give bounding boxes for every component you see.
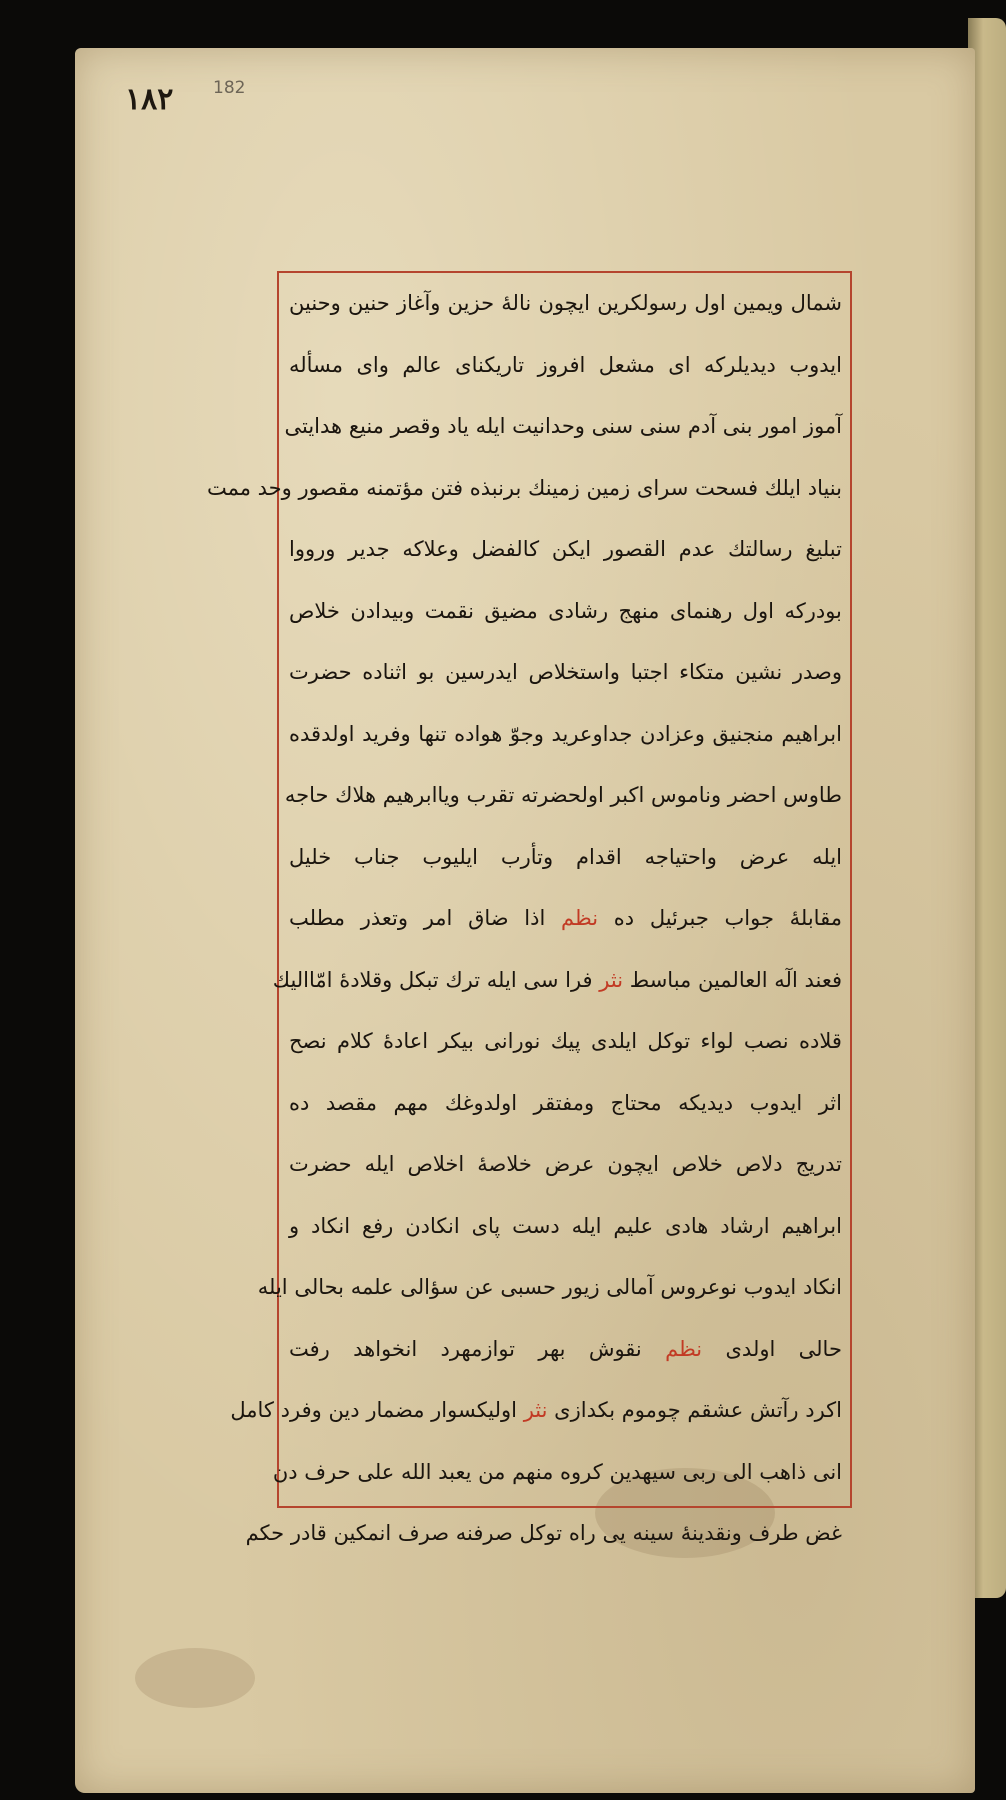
text-line [272, 1442, 842, 1504]
text-word: انمكين [333, 1521, 392, 1545]
text-word: ايله [475, 414, 506, 438]
text-word: منهم [512, 1459, 554, 1484]
rubric-word: نثر [599, 967, 624, 992]
text-line [289, 581, 842, 643]
text-word: ايله [364, 1152, 395, 1176]
text-word: ياد [447, 414, 469, 438]
text-word: پيك [550, 1029, 581, 1053]
text-word: حضرت [289, 660, 352, 684]
text-word: رهنماى [669, 598, 733, 623]
text-word: نصب [743, 1029, 789, 1053]
text-word: اذا [524, 906, 546, 930]
text-word: خليل [289, 844, 332, 869]
text-word: حنين [348, 291, 390, 315]
text-block-frame [206, 271, 852, 1545]
text-line [289, 1196, 842, 1258]
text-word: ارشاد [720, 1213, 770, 1238]
text-word: اى [668, 352, 691, 377]
text-word: وعزادن [640, 721, 705, 746]
text-word: رفع [361, 1213, 394, 1238]
text-word: ابراهيم [781, 721, 842, 746]
text-word: برنبذه [469, 475, 522, 500]
text-word: وياابرهيم [382, 783, 460, 807]
text-word: بحالى [294, 1275, 345, 1299]
text-word: عرض [544, 1152, 595, 1176]
text-word: بيكر [438, 1029, 474, 1053]
text-word: نورانى [484, 1029, 541, 1053]
text-word: وجوّ [509, 721, 544, 746]
text-word: علمه [350, 1275, 394, 1299]
text-word: ربى [682, 1459, 717, 1484]
text-word: وحد [257, 475, 292, 500]
text-word: حرف [304, 1459, 351, 1484]
text-word: راه [568, 1521, 596, 1545]
text-word: امور [759, 414, 798, 438]
text-word: مضيق [484, 598, 538, 623]
text-word: منهج [618, 598, 660, 623]
folio-number: ١٨٢ [125, 82, 174, 117]
text-word: انكاد [311, 1213, 351, 1238]
text-word: اولدوغك [444, 1090, 518, 1115]
text-word: ترك [445, 967, 481, 992]
text-word: انخواهد [353, 1336, 418, 1361]
text-word: ورووا [289, 537, 336, 561]
text-word: خلاص [671, 1152, 723, 1176]
text-word: مقصور [298, 475, 360, 500]
text-word: زيور [562, 1275, 600, 1299]
text-word: رآتش [749, 1398, 799, 1422]
text-line [245, 1503, 842, 1565]
text-word: شمال [790, 291, 842, 315]
text-word: ضاق [468, 906, 509, 930]
text-word: ايچون [607, 1152, 659, 1176]
text-word: اوليكسوار [431, 1398, 518, 1422]
text-word: فسحت [695, 475, 758, 500]
text-line [289, 888, 842, 950]
text-line [289, 273, 842, 335]
text-line [272, 950, 842, 1012]
text-line [289, 1073, 842, 1135]
text-word: دلاص [735, 1152, 783, 1176]
text-word: ايليوب [422, 844, 478, 869]
text-word: صرفنه [455, 1521, 513, 1545]
text-word: انى [812, 1459, 842, 1484]
text-word: فرا [565, 967, 593, 992]
text-word: الى [722, 1459, 753, 1484]
text-word: تبكل [398, 967, 439, 992]
text-word: مشعل [598, 352, 655, 377]
rubric-word: نظم [665, 1336, 703, 1361]
text-word: نقوش [588, 1336, 642, 1361]
text-word: وصدر [792, 660, 842, 684]
manuscript-page [75, 48, 975, 1793]
text-word: فعند [804, 967, 842, 992]
text-word: مهم [393, 1090, 429, 1115]
text-word: و [289, 1213, 300, 1238]
text-word: رفت [289, 1336, 330, 1361]
text-word: انكادن [405, 1213, 460, 1238]
text-word: ومفتقر [533, 1090, 595, 1115]
text-word: بكدازى [554, 1398, 616, 1422]
text-line [206, 458, 842, 520]
text-word: لواء [700, 1029, 734, 1053]
text-line [289, 642, 842, 704]
text-word: جبرئيل [649, 906, 709, 930]
text-word: منجنيق [712, 721, 774, 746]
text-word: تدريج [795, 1152, 843, 1176]
text-word: وتعذر [360, 906, 409, 930]
text-word: ذاهب [759, 1459, 807, 1484]
text-word: رسالتك [728, 537, 793, 561]
text-word: چوموم [621, 1398, 681, 1422]
text-word: اول [742, 598, 775, 623]
text-word: ايكن [551, 537, 592, 561]
paper-stain [135, 1648, 255, 1708]
text-word: هدايتى [284, 414, 343, 438]
text-word: مباسط [629, 967, 692, 992]
text-word: وقلادهٔ [339, 967, 393, 992]
text-word: رسولكرين [597, 291, 688, 315]
text-word: عدم [678, 537, 716, 561]
text-word: وتأرب [500, 844, 554, 869]
text-word: تقرب [466, 783, 515, 807]
text-word: واى [356, 352, 389, 377]
text-word: مقابلهٔ [789, 906, 842, 930]
text-word: تنها [418, 721, 447, 746]
text-word: نشين [735, 660, 783, 684]
text-word: جناب [354, 844, 400, 869]
text-word: منيع [348, 414, 384, 438]
text-word: من [478, 1459, 506, 1484]
text-word: ايدوب [743, 1275, 797, 1299]
text-word: ونقدينهٔ [680, 1521, 742, 1545]
text-word: ابراهيم [781, 1213, 842, 1238]
text-line [289, 827, 842, 889]
text-word: متكاء [679, 660, 725, 684]
text-word: واستخلاص [528, 660, 620, 684]
text-word: قادر [290, 1521, 327, 1545]
text-word: محتاج [610, 1090, 662, 1115]
text-word: وفرد [280, 1398, 322, 1422]
text-word: واحتياجه [644, 844, 717, 869]
text-word: يعبد [438, 1459, 472, 1484]
text-word: بنياد [807, 475, 842, 500]
text-line [289, 1134, 842, 1196]
text-word: سينه [632, 1521, 675, 1545]
text-word: الٓه [774, 967, 798, 992]
text-word: اولدقده [289, 721, 355, 746]
text-word: تاريكناى [455, 352, 525, 377]
text-word: الله [401, 1459, 432, 1484]
text-word: حكم [245, 1521, 285, 1545]
text-word: وحنين [289, 291, 341, 315]
text-word: اثر [818, 1090, 842, 1115]
text-word: ايلدى [591, 1029, 638, 1053]
text-word: اثناده [362, 660, 408, 684]
text-word: پاى [471, 1213, 501, 1238]
text-line [289, 1011, 842, 1073]
rubric-word: نثر [523, 1398, 548, 1422]
text-word: ده [289, 1090, 310, 1115]
text-word: اعادهٔ [382, 1029, 429, 1053]
text-word: عن [465, 1275, 494, 1299]
text-word: سؤالى [400, 1275, 459, 1299]
text-word: على [357, 1459, 395, 1484]
text-word: اكبر [610, 783, 645, 807]
text-word: زمين [586, 475, 631, 500]
text-word: ديديكه [678, 1090, 734, 1115]
text-word: كالفضل [471, 537, 540, 561]
text-word: انكاد [802, 1275, 842, 1299]
text-word: آمالى [606, 1275, 654, 1299]
text-word: دين [328, 1398, 360, 1422]
text-word: دن [272, 1459, 298, 1484]
text-line [289, 1319, 842, 1381]
text-word: طرف [748, 1521, 799, 1545]
text-word: جداوعريد [551, 721, 633, 746]
text-word: نقمت [424, 598, 474, 623]
text-word: رشادى [548, 598, 609, 623]
text-word: عشقم [687, 1398, 744, 1422]
text-word: سراى [636, 475, 689, 500]
text-word: وفريد [362, 721, 411, 746]
text-word: امر [423, 906, 453, 930]
text-word: امّااليك [272, 967, 333, 992]
text-word: بنى [722, 414, 753, 438]
text-word: توازمهرد [440, 1336, 516, 1361]
text-word: غض [805, 1521, 842, 1545]
text-word: صرف [397, 1521, 450, 1545]
text-word: حزين [447, 291, 495, 315]
text-word: ديديلركه [704, 352, 776, 377]
text-word: القصور [603, 537, 666, 561]
text-word: خلاصهٔ [477, 1152, 532, 1176]
text-word: سنى [639, 414, 682, 438]
text-word: حاجه [284, 783, 329, 807]
text-word: عليم [613, 1213, 654, 1238]
text-word: جدير [348, 537, 390, 561]
text-word: سنى [591, 414, 634, 438]
text-word: توكل [519, 1521, 563, 1545]
text-line [289, 519, 842, 581]
text-word: خلاص [289, 598, 340, 623]
text-word: زمينك [528, 475, 580, 500]
text-word: سيهدين [609, 1459, 676, 1484]
text-word: تبليغ [805, 537, 842, 561]
text-word: نوعروس [660, 1275, 737, 1299]
text-word: نالهٔ [501, 291, 532, 315]
text-word: وآغاز [396, 291, 441, 315]
text-word: اقدام [576, 844, 622, 869]
text-word: سى [523, 967, 559, 992]
text-word: ويمين [732, 291, 784, 315]
text-word: ايدرسين [445, 660, 518, 684]
text-word: عالم [402, 352, 442, 377]
text-word: كلام [337, 1029, 373, 1053]
text-line [284, 765, 842, 827]
text-line [284, 396, 842, 458]
text-line [289, 335, 842, 397]
text-word: ايچون [538, 291, 590, 315]
text-word: وحدانيت [512, 414, 585, 438]
text-word: مضمار [366, 1398, 425, 1422]
text-word: مؤتمنه [366, 475, 424, 500]
text-word: مقصد [325, 1090, 377, 1115]
text-word: ايله [257, 1275, 288, 1299]
text-word: اولحضرته [521, 783, 604, 807]
text-word: جواب [724, 906, 774, 930]
text-line [230, 1380, 842, 1442]
text-word: ايلك [764, 475, 802, 500]
text-word: يى [602, 1521, 626, 1545]
text-word: ده [613, 906, 635, 930]
text-word: مسأله [289, 352, 344, 377]
text-word: هادى [665, 1213, 709, 1238]
text-word: آدم [687, 414, 717, 438]
text-word: قلاده [799, 1029, 842, 1053]
text-word: مطلب [289, 906, 346, 930]
text-word: بهر [538, 1336, 566, 1361]
text-word: اول [694, 291, 726, 315]
text-word: وعلاكه [402, 537, 459, 561]
text-word: آموز [803, 414, 842, 438]
text-line [289, 704, 842, 766]
text-word: بو [417, 660, 435, 684]
text-word: كامل [230, 1398, 274, 1422]
text-word: هواده [454, 721, 503, 746]
text-word: ايله [812, 844, 843, 869]
text-word: افروز [537, 352, 586, 377]
text-word: عرض [739, 844, 790, 869]
text-word: احضر [727, 783, 777, 807]
text-lines [206, 273, 843, 1565]
text-word: ايله [486, 967, 517, 992]
text-word: هلاك [335, 783, 377, 807]
rubric-word: نظم [561, 906, 599, 930]
text-word: وبيدادن [350, 598, 415, 623]
text-word: فتن [430, 475, 464, 500]
text-word: بودركه [784, 598, 842, 623]
text-word: نصح [289, 1029, 327, 1053]
text-word: طاوس [783, 783, 842, 807]
text-word: توكل [647, 1029, 691, 1053]
text-word: اخلاص [407, 1152, 465, 1176]
text-word: ممت [206, 475, 251, 500]
text-word: دست [512, 1213, 560, 1238]
text-word: حالى [798, 1336, 842, 1361]
text-line [257, 1257, 842, 1319]
text-word: حسبى [500, 1275, 556, 1299]
text-word: العالمين [697, 967, 768, 992]
text-word: كروه [560, 1459, 603, 1484]
text-word: وناموس [650, 783, 722, 807]
text-word: اولدى [725, 1336, 776, 1361]
text-word: اكرد [805, 1398, 842, 1422]
folio-number-pencil: 182 [213, 78, 246, 98]
text-word: ايله [571, 1213, 602, 1238]
text-word: وقصر [390, 414, 441, 438]
text-word: ايدوب [789, 352, 842, 377]
text-word: حضرت [289, 1152, 352, 1176]
text-word: اجتبا [630, 660, 669, 684]
text-word: ايدوب [749, 1090, 803, 1115]
